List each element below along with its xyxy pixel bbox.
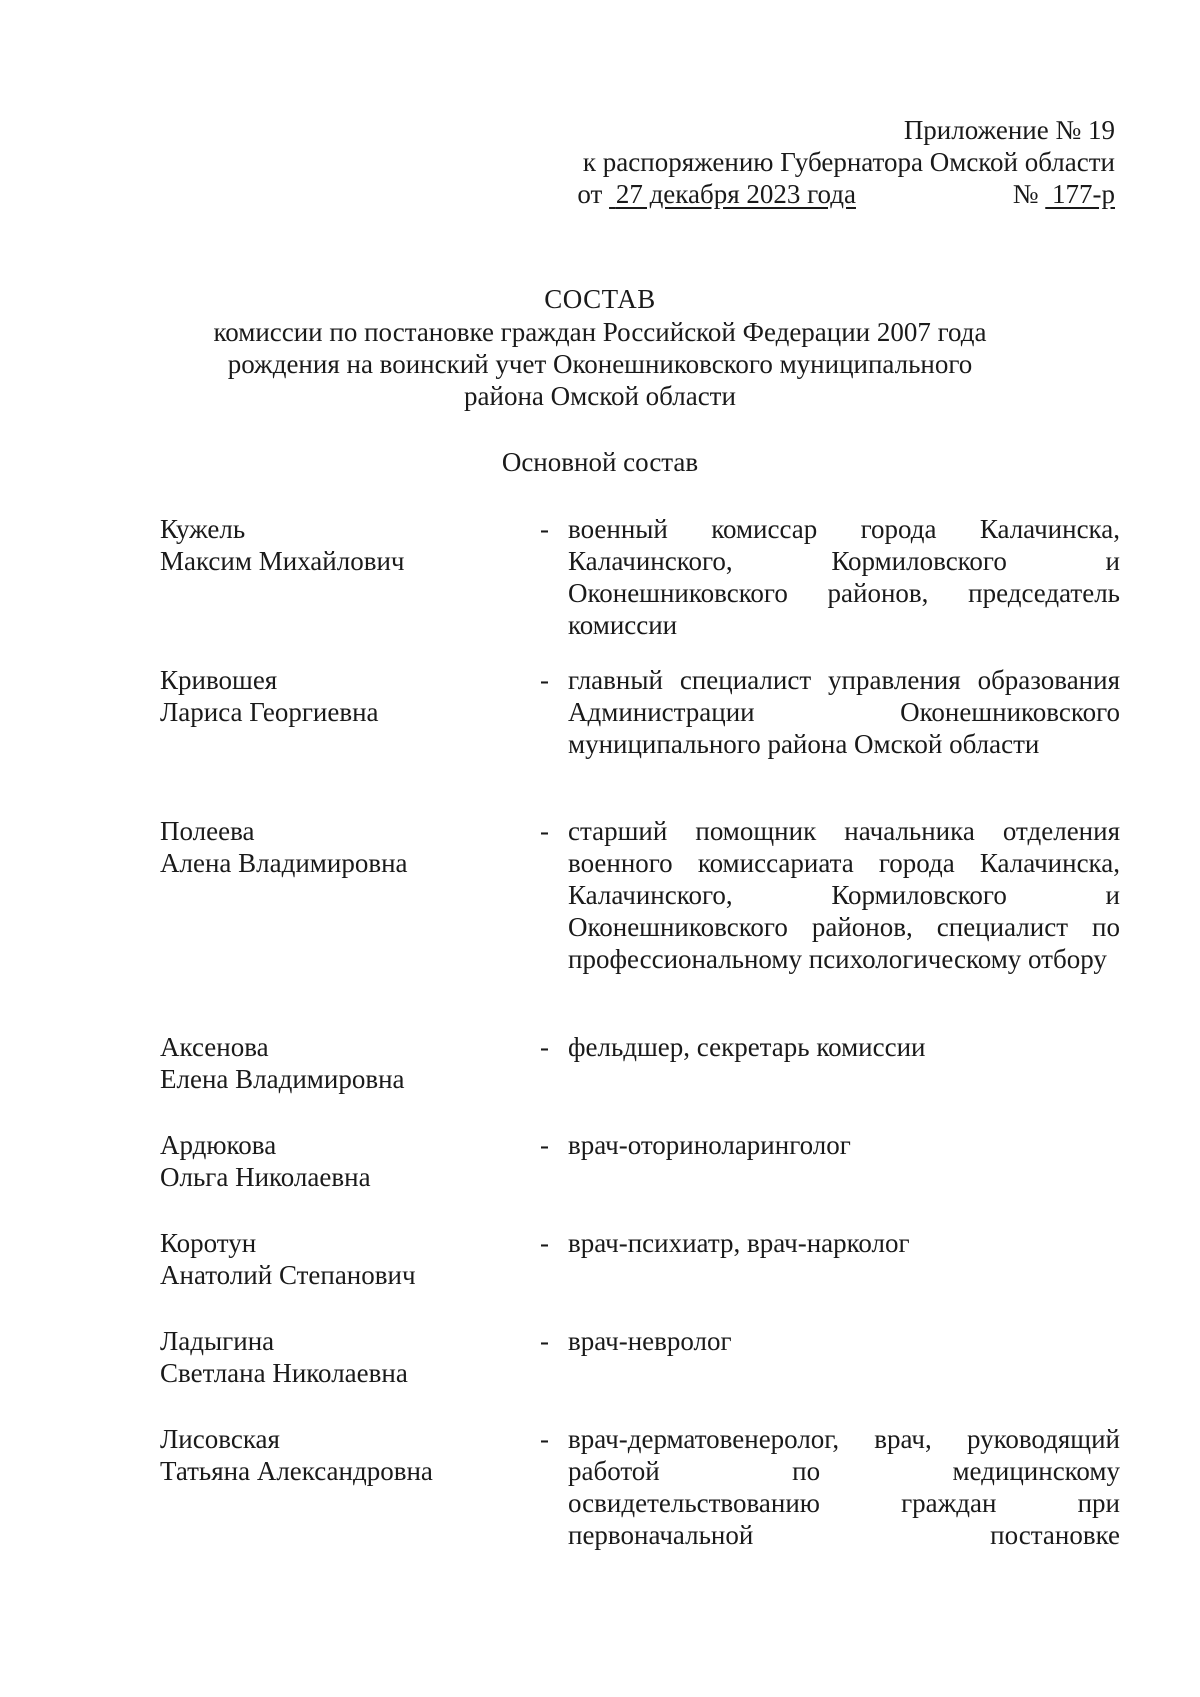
member-name bbox=[160, 815, 540, 879]
member-role: врач-невролог bbox=[568, 1326, 732, 1356]
member-entry bbox=[160, 815, 1120, 1031]
member-role: главный специалист управления образования Администрации Оконешниковского муниципального района Омской области bbox=[568, 665, 1120, 759]
member-given-name: Максим Михайлович bbox=[160, 546, 405, 576]
member-dash: - bbox=[540, 816, 549, 846]
date-prefix: от bbox=[577, 179, 603, 209]
member-dash: - bbox=[540, 1326, 549, 1356]
member-given-name: Ольга Николаевна bbox=[160, 1162, 371, 1192]
member-name bbox=[160, 1129, 540, 1193]
member-dash: - bbox=[540, 665, 549, 695]
title-line-1: комиссии по постановке граждан Российской Федерации 2007 года bbox=[213, 317, 987, 347]
member-entry bbox=[160, 1031, 1120, 1129]
member-surname: Полеева bbox=[160, 816, 255, 846]
member-dash: - bbox=[540, 1032, 549, 1062]
member-dash: - bbox=[540, 1424, 549, 1454]
order-date-line bbox=[577, 178, 1115, 210]
order-number: 177-р bbox=[1052, 179, 1115, 209]
member-dash: - bbox=[540, 514, 549, 544]
member-name bbox=[160, 1325, 540, 1389]
member-name bbox=[160, 1423, 540, 1487]
member-entry bbox=[160, 513, 1120, 664]
member-given-name: Анатолий Степанович bbox=[160, 1260, 416, 1290]
member-surname: Ладыгина bbox=[160, 1326, 275, 1356]
member-entry bbox=[160, 664, 1120, 815]
member-given-name: Лариса Георгиевна bbox=[160, 697, 379, 727]
member-role: врач-оториноларинголог bbox=[568, 1130, 851, 1160]
member-name bbox=[160, 1227, 540, 1291]
member-surname: Кужель bbox=[160, 514, 246, 544]
member-surname: Ардюкова bbox=[160, 1130, 277, 1160]
member-given-name: Татьяна Александровна bbox=[160, 1456, 433, 1486]
member-entry bbox=[160, 1227, 1120, 1325]
member-dash: - bbox=[540, 1228, 549, 1258]
document-title-block bbox=[0, 282, 1200, 412]
number-prefix: № bbox=[1012, 179, 1039, 209]
member-entry bbox=[160, 1129, 1120, 1227]
document-title: СОСТАВ bbox=[544, 284, 656, 314]
member-name bbox=[160, 664, 540, 728]
document-header bbox=[577, 114, 1115, 210]
member-surname: Кривошея bbox=[160, 665, 278, 695]
member-name bbox=[160, 1031, 540, 1095]
member-surname: Аксенова bbox=[160, 1032, 269, 1062]
section-heading: Основной состав bbox=[501, 447, 699, 477]
member-given-name: Алена Владимировна bbox=[160, 848, 408, 878]
member-surname: Коротун bbox=[160, 1228, 257, 1258]
member-role: старший помощник начальника отделения военного комиссариата города Калачинска, Калачинского, Кормиловского и Оконешниковского районов, специалист по профессиональному психологическому отбору bbox=[568, 816, 1120, 974]
appendix-number: Приложение № 19 bbox=[903, 115, 1115, 145]
member-dash: - bbox=[540, 1130, 549, 1160]
order-reference: к распоряжению Губернатора Омской области bbox=[582, 147, 1115, 177]
member-role: фельдшер, секретарь комиссии bbox=[568, 1032, 926, 1062]
title-line-3: района Омской области bbox=[464, 381, 736, 411]
member-name bbox=[160, 513, 540, 577]
member-surname: Лисовская bbox=[160, 1424, 280, 1454]
title-line-2: рождения на воинский учет Оконешниковского муниципального bbox=[227, 349, 973, 379]
member-role: врач-дерматовенеролог, врач, руководящий работой по медицинскому освидетельствованию граждан при первоначальной постановке bbox=[568, 1424, 1120, 1550]
member-role: военный комиссар города Калачинска, Калачинского, Кормиловского и Оконешниковского районов, председатель комиссии bbox=[568, 514, 1120, 640]
members-list bbox=[160, 513, 1120, 1551]
member-given-name: Светлана Николаевна bbox=[160, 1358, 408, 1388]
member-entry bbox=[160, 1423, 1120, 1551]
member-given-name: Елена Владимировна bbox=[160, 1064, 405, 1094]
member-role: врач-психиатр, врач-нарколог bbox=[568, 1228, 910, 1258]
order-date: 27 декабря 2023 года bbox=[615, 179, 856, 209]
member-entry bbox=[160, 1325, 1120, 1423]
